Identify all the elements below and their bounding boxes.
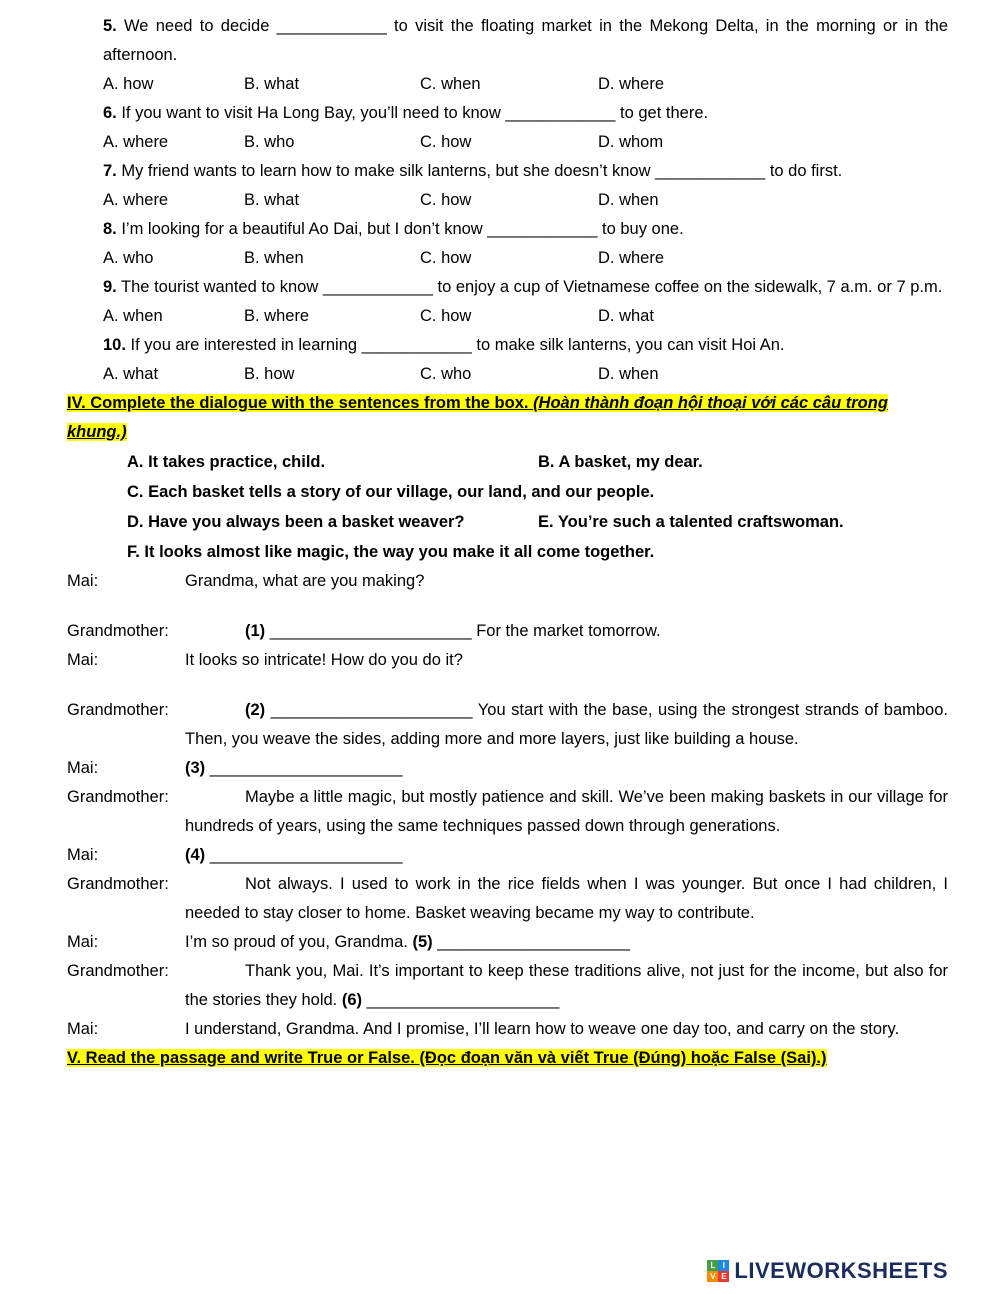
option-a[interactable]: A. when — [103, 307, 163, 325]
dialogue-text — [185, 646, 948, 675]
dialogue-line-mai — [67, 928, 948, 957]
blank-number: (4) — [185, 846, 206, 864]
option-b[interactable]: B. what — [244, 75, 300, 93]
question-number: 6. — [103, 104, 117, 122]
question-8 — [67, 215, 948, 273]
dialogue-line-grandmother — [67, 870, 948, 928]
fill-in-blank[interactable]: ______________________ You start with the base, using the strongest strands of bamboo. Then, you weave the sides, adding more and more layers, just like building a house. — [185, 701, 948, 748]
option-b[interactable]: B. what — [244, 191, 300, 209]
option-d[interactable]: D. whom — [598, 133, 664, 151]
option-a[interactable]: A. where — [103, 191, 169, 209]
dialogue-sentence: I’m so proud of you, Grandma. — [185, 933, 413, 951]
dialogue-sentence: Maybe a little magic, but mostly patience and skill. We’ve been making baskets in our village for hundreds of years, using the same techniques passed down through generations. — [185, 788, 948, 835]
option-a[interactable]: A. who — [103, 249, 154, 267]
section-iv-header — [67, 389, 948, 447]
fill-in-blank[interactable]: _____________________ — [205, 846, 403, 864]
question-number: 8. — [103, 220, 117, 238]
logo-letter-i: I — [718, 1260, 729, 1271]
option-b[interactable]: B. when — [244, 249, 304, 267]
option-c[interactable]: C. who — [420, 365, 472, 383]
question-text — [103, 12, 948, 70]
option-d[interactable]: D. when — [598, 365, 659, 383]
speaker-label: Grandmother: — [67, 622, 169, 640]
question-body: If you are interested in learning ____________ to make silk lanterns, you can visit Hoi An. — [125, 336, 785, 354]
box-sentence-d[interactable]: D. Have you always been a basket weaver? — [127, 513, 465, 531]
question-text — [103, 215, 948, 244]
box-row — [127, 477, 948, 507]
speaker-label: Mai: — [67, 846, 99, 864]
speaker-label: Grandmother: — [67, 701, 169, 719]
question-5 — [67, 12, 948, 99]
question-options — [103, 186, 948, 215]
option-b[interactable]: B. where — [244, 307, 310, 325]
dialogue-text — [185, 696, 948, 754]
logo-letter-v: V — [707, 1271, 718, 1282]
question-9 — [67, 273, 948, 331]
dialogue-sentence: Not always. I used to work in the rice fields when I was younger. But once I had children, I needed to stay closer to home. Basket weaving became my way to contribute. — [185, 875, 948, 922]
dialogue-line-mai — [67, 1015, 948, 1044]
dialogue-text — [185, 783, 948, 841]
dialogue-line-mai — [67, 841, 948, 870]
speaker-label: Mai: — [67, 1020, 99, 1038]
dialogue-line-grandmother — [67, 783, 948, 841]
dialogue-line-grandmother — [67, 957, 948, 1015]
dialogue-text — [185, 1015, 948, 1044]
dialogue-line-grandmother — [67, 617, 948, 646]
fill-in-blank[interactable]: _____________________ — [432, 933, 630, 951]
option-c[interactable]: C. how — [420, 133, 472, 151]
fill-in-blank[interactable]: _____________________ — [205, 759, 403, 777]
dialogue-sentence: I understand, Grandma. And I promise, I’ll learn how to weave one day too, and carry on the story. — [185, 1020, 900, 1038]
speaker-label: Grandmother: — [67, 788, 169, 806]
question-number: 10. — [103, 336, 126, 354]
option-a[interactable]: A. what — [103, 365, 159, 383]
multiple-choice-section — [67, 12, 948, 389]
question-number: 5. — [103, 17, 117, 35]
answer-box — [127, 447, 948, 567]
question-body: My friend wants to learn how to make silk lanterns, but she doesn’t know ____________ to do first. — [116, 162, 843, 180]
option-c[interactable]: C. how — [420, 307, 472, 325]
box-sentence-f[interactable]: F. It looks almost like magic, the way you make it all come together. — [127, 543, 655, 561]
dialogue-line-mai — [67, 567, 948, 596]
question-7 — [67, 157, 948, 215]
question-options — [103, 244, 948, 273]
dialogue-text — [185, 841, 948, 870]
dialogue-text — [185, 957, 948, 1015]
box-sentence-a[interactable]: A. It takes practice, child. — [127, 453, 326, 471]
blank-number: (2) — [245, 701, 266, 719]
box-row — [127, 447, 948, 477]
option-d[interactable]: D. where — [598, 249, 665, 267]
logo-letter-e: E — [718, 1271, 729, 1282]
dialogue-text — [185, 928, 948, 957]
option-d[interactable]: D. where — [598, 75, 665, 93]
dialogue-sentence: Thank you, Mai. It’s important to keep these traditions alive, not just for the income, but also for the stories they hold. — [185, 962, 948, 1009]
dialogue-section — [67, 567, 948, 1044]
option-a[interactable]: A. where — [103, 133, 169, 151]
section-iv-title-vi: (Hoàn thành đoạn hội thoại với các câu trong khung.) — [67, 394, 888, 441]
question-options — [103, 128, 948, 157]
speaker-label: Mai: — [67, 933, 99, 951]
blank-number: (5) — [412, 933, 433, 951]
box-sentence-e[interactable]: E. You’re such a talented craftswoman. — [538, 513, 844, 531]
question-body: If you want to visit Ha Long Bay, you’ll need to know ____________ to get there. — [116, 104, 709, 122]
box-row — [127, 507, 948, 537]
dialogue-text — [185, 754, 948, 783]
speaker-label: Mai: — [67, 651, 99, 669]
section-v-highlight — [67, 1049, 827, 1067]
question-body: I’m looking for a beautiful Ao Dai, but I don’t know ____________ to buy one. — [116, 220, 684, 238]
option-b[interactable]: B. who — [244, 133, 295, 151]
dialogue-text — [185, 567, 948, 596]
brand-text: LIVEWORKSHEETS — [734, 1258, 948, 1283]
option-c[interactable]: C. how — [420, 249, 472, 267]
fill-in-blank[interactable]: ______________________ For the market tomorrow. — [265, 622, 661, 640]
question-text — [103, 157, 948, 186]
speaker-label: Grandmother: — [67, 875, 169, 893]
speaker-label: Grandmother: — [67, 962, 169, 980]
question-number: 7. — [103, 162, 117, 180]
speaker-label: Mai: — [67, 572, 99, 590]
dialogue-line-mai — [67, 754, 948, 783]
speaker-label: Mai: — [67, 759, 99, 777]
blank-number: (3) — [185, 759, 206, 777]
fill-in-blank[interactable]: _____________________ — [362, 991, 560, 1009]
box-sentence-b[interactable]: B. A basket, my dear. — [538, 453, 703, 471]
question-text — [103, 331, 948, 360]
question-6 — [67, 99, 948, 157]
blank-number: (1) — [245, 622, 266, 640]
question-text — [103, 273, 948, 302]
option-c[interactable]: C. when — [420, 75, 481, 93]
question-10 — [67, 331, 948, 389]
question-body: The tourist wanted to know ____________ to enjoy a cup of Vietnamese coffee on the sidewalk, 7 a.m. or 7 p.m. — [116, 278, 943, 296]
liveworksheets-footer — [707, 1260, 948, 1282]
question-number: 9. — [103, 278, 117, 296]
section-v-title: V. Read the passage and write True or False. (Đọc đoạn văn và viết True (Đúng) hoặc False (Sai).) — [67, 1049, 827, 1067]
dialogue-line-mai — [67, 646, 948, 675]
section-v-header — [67, 1044, 948, 1073]
question-body: We need to decide ____________ to visit the floating market in the Mekong Delta, in the morning or in the afternoon. — [103, 17, 948, 64]
dialogue-text — [185, 617, 948, 646]
box-sentence-c[interactable]: C. Each basket tells a story of our village, our land, and our people. — [127, 483, 655, 501]
option-c[interactable]: C. how — [420, 191, 472, 209]
option-d[interactable]: D. what — [598, 307, 654, 325]
question-options — [103, 360, 948, 389]
option-d[interactable]: D. when — [598, 191, 659, 209]
dialogue-line-grandmother — [67, 696, 948, 754]
liveworksheets-logo-icon — [707, 1260, 729, 1282]
blank-number: (6) — [341, 991, 363, 1009]
section-iv-highlight — [67, 394, 888, 441]
question-text — [103, 99, 948, 128]
section-iv-title-en: IV. Complete the dialogue with the sentences from the box. — [67, 394, 534, 412]
question-options — [103, 70, 948, 99]
box-row — [127, 537, 948, 567]
dialogue-sentence: It looks so intricate! How do you do it? — [185, 651, 463, 669]
question-options — [103, 302, 948, 331]
dialogue-sentence: Grandma, what are you making? — [185, 572, 425, 590]
option-b[interactable]: B. how — [244, 365, 295, 383]
option-a[interactable]: A. how — [103, 75, 154, 93]
dialogue-text — [185, 870, 948, 928]
logo-letter-l: L — [707, 1260, 718, 1271]
